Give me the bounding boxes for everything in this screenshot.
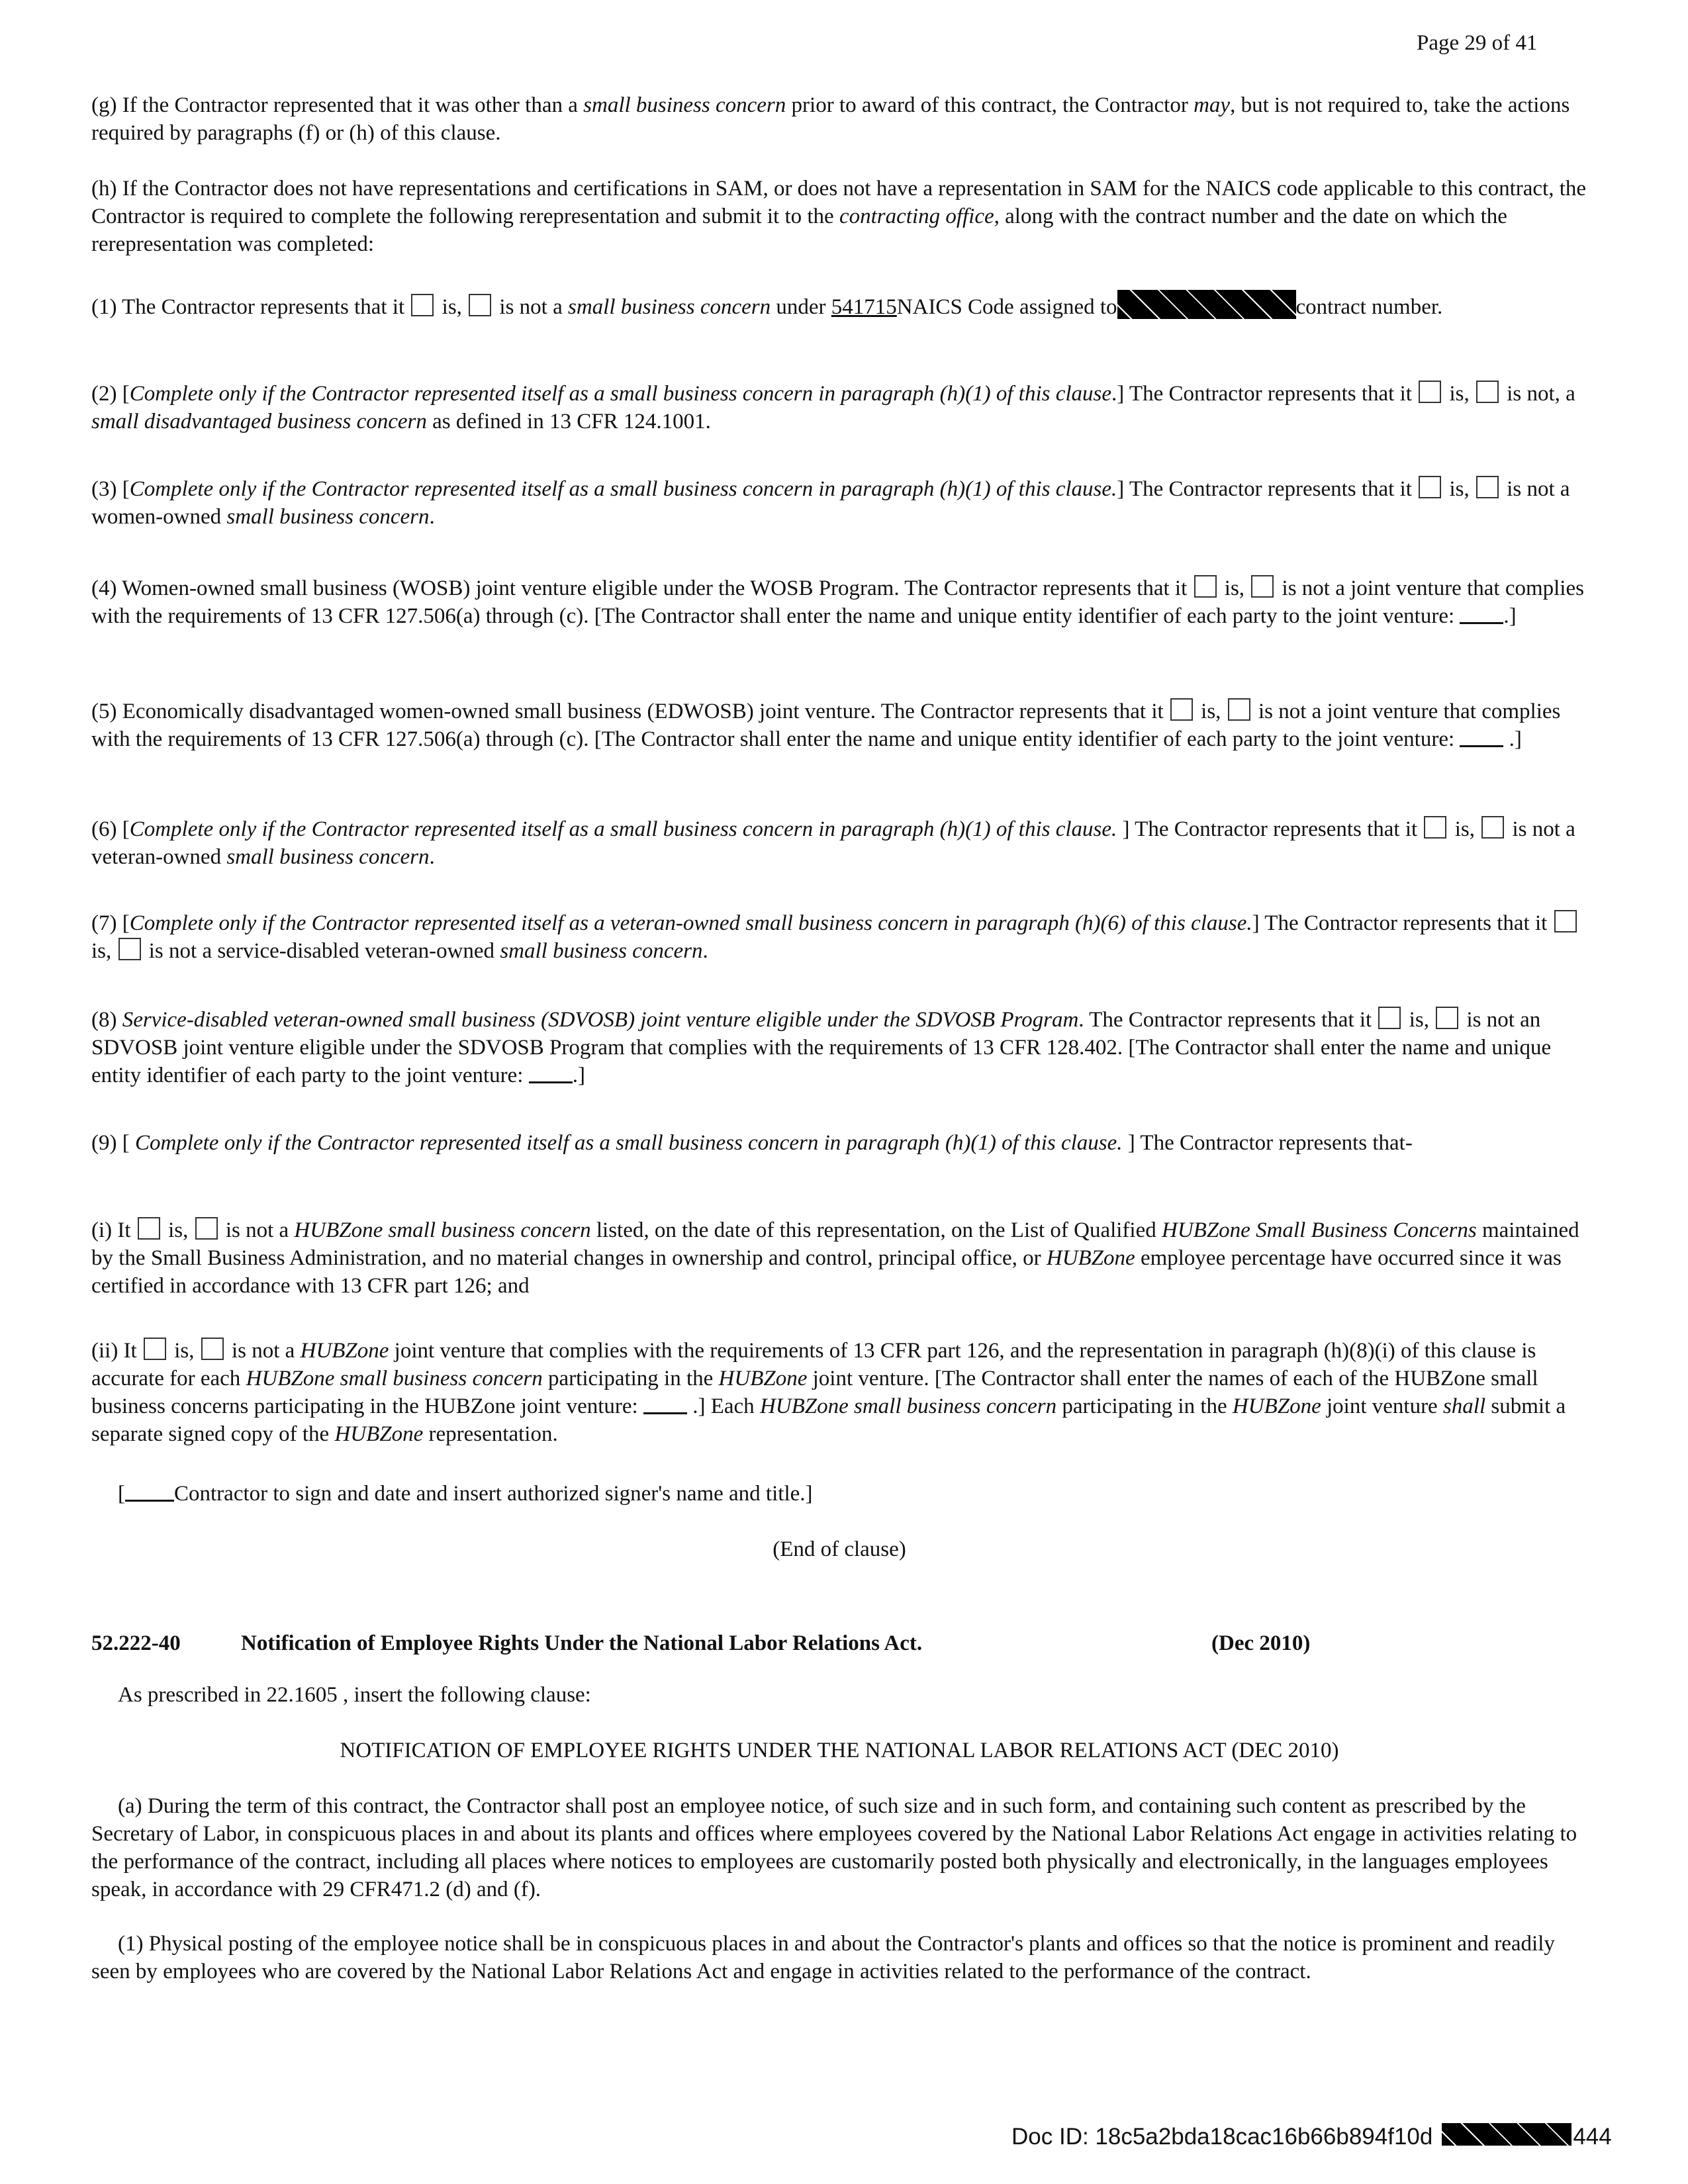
is-checkbox[interactable] (1378, 1007, 1401, 1029)
is-not-checkbox[interactable] (1228, 698, 1250, 721)
redaction-block (1442, 2123, 1571, 2146)
paragraph-a: (a) During the term of this contract, the Contractor shall post an employee notice, of such size and in such form, and containing such content as prescribed by the Secretary of Labor, in conspicuous places in and about its plants and offices where employees covered by the National Labor Relations Act engage in activities relating to the performance of the contract, including all places where notices to employees are customarily posted both physically and electronically, in the languages employees speak, in accordance with 29 CFR471.2 (d) and (f). (91, 1794, 1577, 1901)
entry-blank[interactable] (643, 1392, 687, 1414)
paragraph-h2: (2) [Complete only if the Contractor represented itself as a small business concern in paragraph (h)(1) of this clause.] The Contractor represents that it is, is not, a small disadvantaged business concern as defined in 13 CFR 124.1001. (91, 382, 1575, 433)
paragraph-1: (1) Physical posting of the employee notice shall be in conspicuous places in and about the Contractor's plants and offices so that the notice is prominent and readily seen by employees who are covered by the National Labor Relations Act and engage in activities related to the performance of the contract. (91, 1932, 1555, 1983)
paragraph-g: (g) If the Contractor represented that it was other than a small business concern prior to award of this contract, the Contractor may, but is not required to, take the actions required by paragraphs (f) or (h) of this clause. (91, 93, 1570, 145)
naics-code: 541715 (831, 295, 897, 319)
entry-blank[interactable] (1460, 725, 1503, 747)
entry-blank[interactable] (1460, 602, 1503, 624)
paragraph-h: (h) If the Contractor does not have representations and certifications in SAM, or does not have a representation in SAM for the NAICS code applicable to this contract, the Contractor is required to complete the following rerepresentation and submit it to the contracting office, along with the contract number and the date on which the rerepresentation was completed: (91, 177, 1587, 256)
is-not-checkbox[interactable] (1476, 381, 1499, 403)
is-checkbox[interactable] (138, 1217, 160, 1240)
is-not-checkbox[interactable] (1436, 1007, 1458, 1029)
paragraph-h8: (8) Service-disabled veteran-owned small business (SDVOSB) joint venture eligible under the SDVOSB Program. The Contractor represents that it is, is not an SDVOSB joint venture eligible under the SDVOSB Program that complies with the requirements of 13 CFR 128.402. [The Contractor shall enter the name and unique entity identifier of each party to the joint venture: .] (91, 1008, 1552, 1087)
prescribed-text: As prescribed in 22.1605 , insert the following clause: (118, 1683, 591, 1707)
is-not-checkbox[interactable] (1476, 476, 1499, 498)
doc-id-footer (1011, 2123, 1612, 2150)
is-checkbox[interactable] (1170, 698, 1193, 721)
is-not-checkbox[interactable] (469, 294, 491, 316)
is-checkbox[interactable] (1554, 910, 1577, 933)
paragraph-h1: (1) The Contractor represents that it is, is not a small business concern under 541715NAICS Code assigned to contract number. (91, 290, 1587, 321)
signature-instruction: [ Contractor to sign and date and insert authorized signer's name and title.] (118, 1480, 1587, 1508)
clause-number: 52.222-40 (91, 1631, 181, 1655)
is-checkbox[interactable] (144, 1338, 166, 1360)
is-checkbox[interactable] (1419, 476, 1441, 498)
clause-date: (Dec 2010) (1211, 1631, 1311, 1655)
is-checkbox[interactable] (1424, 816, 1446, 839)
redaction-block (1117, 290, 1296, 319)
paragraph-h9-i: (i) It is, is not a HUBZone small business concern listed, on the date of this representation, on the List of Qualified HUBZone Small Business Concerns maintained by the Small Business Administration, and no material changes in ownership and control, principal office, or HUBZone employee percentage have occurred since it was certified in accordance with 13 CFR part 126; and (91, 1218, 1579, 1298)
doc-id-suffix: 444 (1573, 2124, 1612, 2150)
entry-blank[interactable] (529, 1062, 573, 1083)
is-checkbox[interactable] (1194, 575, 1217, 598)
is-not-checkbox[interactable] (1251, 575, 1274, 598)
is-not-checkbox[interactable] (195, 1217, 218, 1240)
is-checkbox[interactable] (1419, 381, 1441, 403)
paragraph-h9-ii: (ii) It is, is not a HUBZone joint venture that complies with the requirements of 13 CFR part 126, and the representation in paragraph (h)(8)(i) of this clause is accurate for each HUBZone small business concern participating in the HUBZone joint venture. [The Contractor shall enter the names of each of the HUBZone small business concerns participating in the HUBZone joint venture: .] Each HUBZone small business concern participating in the HUBZone joint venture shall submit a separate signed copy of the HUBZone representation. (91, 1339, 1566, 1446)
paragraph-h9: (9) [ Complete only if the Contractor represented itself as a small business concern in paragraph (h)(1) of this clause. ] The Contractor represents that- (91, 1131, 1413, 1155)
clause-caption: NOTIFICATION OF EMPLOYEE RIGHTS UNDER THE NATIONAL LABOR RELATIONS ACT (DEC 2010) (340, 1739, 1339, 1762)
is-not-checkbox[interactable] (118, 938, 141, 960)
clause-title: Notification of Employee Rights Under the National Labor Relations Act. (241, 1631, 923, 1655)
page-number: Page 29 of 41 (1417, 31, 1538, 55)
signature-blank[interactable] (125, 1480, 174, 1502)
paragraph-h4: (4) Women-owned small business (WOSB) joint venture eligible under the WOSB Program. The Contractor represents that it is, is not a joint venture that complies with the requirements of 13 CFR 127.506(a) through (c). [The Contractor shall enter the name and unique entity identifier of each party to the joint venture: .] (91, 576, 1584, 628)
end-of-clause: (End of clause) (773, 1537, 906, 1561)
paragraph-h5: (5) Economically disadvantaged women-owned small business (EDWOSB) joint venture. The Contractor represents that it is, is not a joint venture that complies with the requirements of 13 CFR 127.506(a) through (c). [The Contractor shall enter the name and unique entity identifier of each party to the joint venture: .] (91, 700, 1561, 751)
is-not-checkbox[interactable] (201, 1338, 224, 1360)
paragraph-h7: (7) [Complete only if the Contractor represented itself as a veteran-owned small business concern in paragraph (h)(6) of this clause.] The Contractor represents that it is, is not a service-disabled veteran-owned small business concern. (91, 909, 1587, 965)
doc-id: Doc ID: 18c5a2bda18cac16b66b894f10d (1011, 2124, 1433, 2150)
paragraph-h3: (3) [Complete only if the Contractor represented itself as a small business concern in paragraph (h)(1) of this clause.] The Contractor represents that it is, is not a women-owned small business concern. (91, 477, 1570, 529)
is-not-checkbox[interactable] (1481, 816, 1504, 839)
is-checkbox[interactable] (411, 294, 434, 316)
paragraph-h6: (6) [Complete only if the Contractor represented itself as a small business concern in paragraph (h)(1) of this clause. ] The Contractor represents that it is, is not a veteran-owned small business concern. (91, 817, 1575, 869)
